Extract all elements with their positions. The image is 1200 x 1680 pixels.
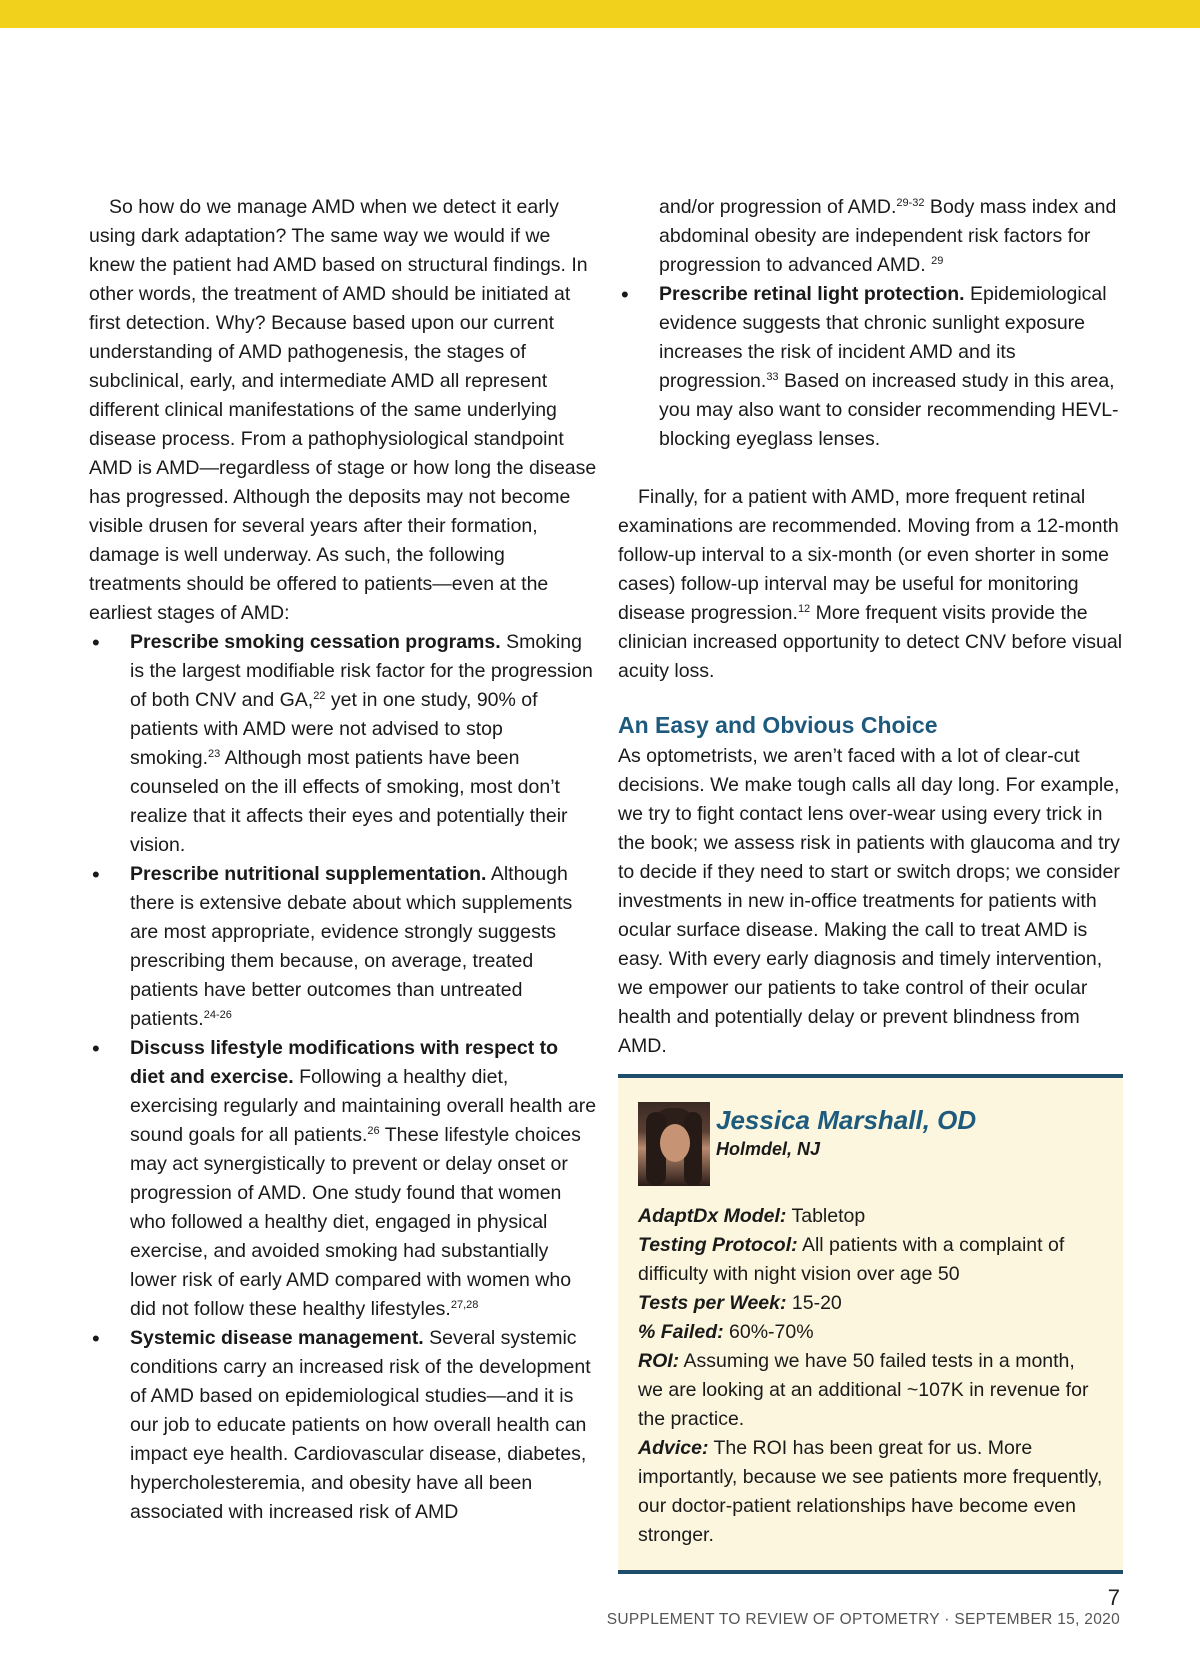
treatment-list <box>89 628 597 1527</box>
section-heading: An Easy and Obvious Choice <box>618 712 938 738</box>
page-number: 7 <box>1107 1585 1120 1610</box>
doctor-profile-box <box>618 1074 1123 1574</box>
list-item: • Prescribe smoking cessation programs. Smoking is the largest modifiable risk factor for the progression of both CNV and GA,$^{22}$ yet in one study, 90% of patients with AMD were not advised to stop smoking.$^{23}$ Although most patients have been counseled on the ill effects of smoking, most don’t realize that it affects their eyes and potentially their vision. <box>89 628 597 860</box>
list-continuation: and/or progression of AMD.$^{29-32}$ Body mass index and abdominal obesity are independent risk factors for progression to advanced AMD. $^{29}$ <box>659 196 1117 276</box>
treatment-list-continued <box>618 280 1123 454</box>
list-item: • Systemic disease management. Several systemic conditions carry an increased risk of the development of AMD based on epidemiological studies—and it is our job to educate patients on how overall health can impact eye health. Cardiovascular disease, diabetes, hypercholesteremia, and obesity have all been associated with increased risk of AMD <box>89 1324 597 1527</box>
doctor-name: Jessica Marshall, OD <box>716 1105 977 1135</box>
choice-paragraph: As optometrists, we aren’t faced with a lot of clear-cut decisions. We make tough calls all day long. For example, we try to fight contact lens over-wear using every trick in the book; we assess risk in patients with glaucoma and try to decide if they need to start or switch drops; we consider investments in new in-office treatments for patients with ocular surface disease. Making the call to treat AMD is easy. With every early diagnosis and timely intervention, we empower our patients to take control of their ocular health and potentially delay or prevent blindness from AMD. <box>618 745 1120 1057</box>
profile-field: Testing Protocol: All patients with a complaint of difficulty with night vision over age 50 <box>638 1234 1065 1285</box>
profile-field: ROI: Assuming we have 50 failed tests in a month, we are looking at an additional ~107K in revenue for the practice. <box>638 1350 1089 1430</box>
top-accent-bar <box>0 0 1200 28</box>
doctor-location: Holmdel, NJ <box>716 1139 821 1159</box>
list-item: • Discuss lifestyle modifications with respect to diet and exercise. Following a healthy diet, exercising regularly and maintaining overall health are sound goals for all patients.$^{26}$ These lifestyle choices may act synergistically to prevent or delay onset or progression of AMD. One study found that women who followed a healthy diet, engaged in physical exercise, and avoided smoking had substantially lower risk of early AMD compared with women who did not follow these healthy lifestyles.$^{27,28}$ <box>89 1034 597 1324</box>
profile-field: % Failed: 60%-70% <box>638 1321 814 1343</box>
profile-field: Tests per Week: 15-20 <box>638 1292 842 1314</box>
publication-footer: SUPPLEMENT TO REVIEW OF OPTOMETRY · SEPTEMBER 15, 2020 <box>606 1611 1120 1628</box>
list-item: • Prescribe retinal light protection. Epidemiological evidence suggests that chronic sunlight exposure increases the risk of incident AMD and its progression.$^{33}$ Based on increased study in this area, you may also want to consider recommending HEVL-blocking eyeglass lenses. <box>618 280 1123 454</box>
list-item: • Prescribe nutritional supplementation. Although there is extensive debate about which supplements are most appropriate, evidence strongly suggests prescribing them because, on average, treated patients have better outcomes than untreated patients.$^{24-26}$ <box>89 860 597 1034</box>
profile-header <box>638 1100 1105 1186</box>
profile-field: Advice: The ROI has been great for us. More importantly, because we see patients more frequently, our doctor-patient relationships have become even stronger. <box>638 1437 1103 1546</box>
right-column <box>618 193 1123 1574</box>
left-column <box>89 193 597 1527</box>
finally-paragraph: Finally, for a patient with AMD, more frequent retinal examinations are recommended. Moving from a 12-month follow-up interval to a six-month (or even shorter in some cases) follow-up interval may be useful for monitoring disease progression.$^{12}$ More frequent visits provide the clinician increased opportunity to detect CNV before visual acuity loss. <box>618 486 1123 682</box>
profile-field: AdaptDx Model: Tabletop <box>638 1205 866 1227</box>
intro-paragraph: So how do we manage AMD when we detect it early using dark adaptation? The same way we would if we knew the patient had AMD based on structural findings. In other words, the treatment of AMD should be initiated at first detection. Why? Because based upon our current understanding of AMD pathogenesis, the stages of subclinical, early, and intermediate AMD all represent different clinical manifestations of the same underlying disease process. From a pathophysiological standpoint AMD is AMD—regardless of stage or how long the disease has progressed. Although the deposits may not become visible drusen for several years after their formation, damage is well underway. As such, the following treatments should be offered to patients—even at the earliest stages of AMD: <box>89 196 597 624</box>
doctor-photo <box>638 1102 710 1186</box>
